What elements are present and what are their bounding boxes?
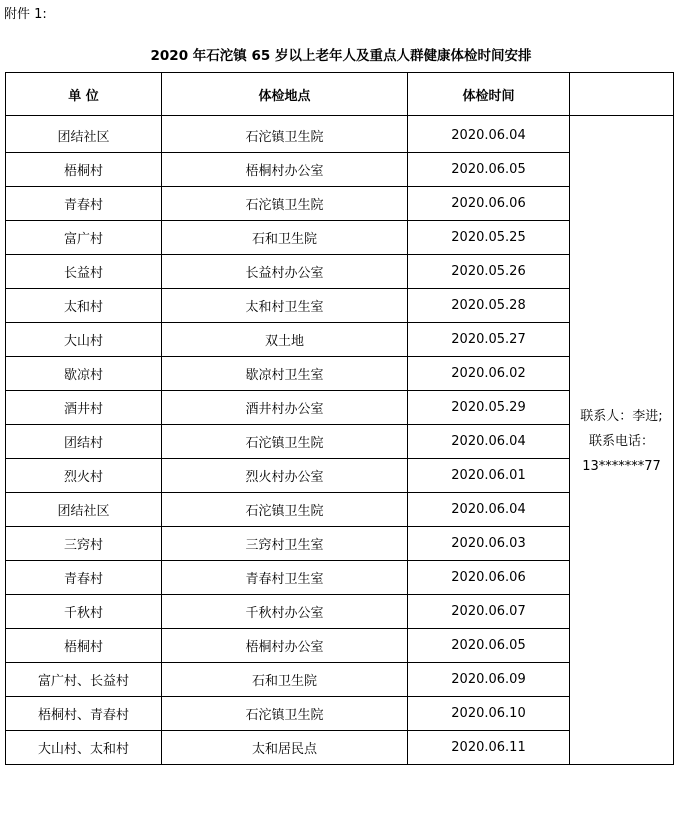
attachment-label: 附件 1: [4, 7, 47, 22]
cell-time: 2020.05.26 [408, 255, 570, 289]
contact-info [570, 116, 674, 765]
cell-unit: 梧桐村 [6, 629, 162, 663]
cell-unit: 梧桐村 [6, 153, 162, 187]
cell-location: 石沱镇卫生院 [162, 493, 408, 527]
cell-unit: 富广村、长益村 [6, 663, 162, 697]
cell-unit: 长益村 [6, 255, 162, 289]
cell-time: 2020.06.06 [408, 187, 570, 221]
cell-unit: 大山村、太和村 [6, 731, 162, 765]
cell-unit: 梧桐村、青春村 [6, 697, 162, 731]
header-blank [570, 73, 674, 116]
cell-unit: 青春村 [6, 561, 162, 595]
cell-unit: 富广村 [6, 221, 162, 255]
cell-time: 2020.06.07 [408, 595, 570, 629]
header-location: 体检地点 [162, 73, 408, 116]
cell-location: 梧桐村办公室 [162, 629, 408, 663]
cell-location: 三窍村卫生室 [162, 527, 408, 561]
table-header-row [6, 73, 674, 116]
cell-time: 2020.05.27 [408, 323, 570, 357]
cell-time: 2020.06.11 [408, 731, 570, 765]
cell-time: 2020.05.29 [408, 391, 570, 425]
cell-unit: 团结村 [6, 425, 162, 459]
header-time: 体检时间 [408, 73, 570, 116]
cell-time: 2020.06.04 [408, 493, 570, 527]
cell-time: 2020.05.25 [408, 221, 570, 255]
cell-location: 石沱镇卫生院 [162, 116, 408, 153]
cell-location: 双土地 [162, 323, 408, 357]
cell-unit: 团结社区 [6, 116, 162, 153]
cell-time: 2020.06.02 [408, 357, 570, 391]
cell-location: 太和村卫生室 [162, 289, 408, 323]
cell-location: 石和卫生院 [162, 221, 408, 255]
cell-time: 2020.06.05 [408, 629, 570, 663]
cell-location: 石沱镇卫生院 [162, 697, 408, 731]
header-unit: 单 位 [6, 73, 162, 116]
cell-unit: 太和村 [6, 289, 162, 323]
cell-time: 2020.06.04 [408, 425, 570, 459]
cell-unit: 三窍村 [6, 527, 162, 561]
contact-phone-label: 联系电话： [588, 434, 654, 449]
cell-location: 烈火村办公室 [162, 459, 408, 493]
cell-time: 2020.06.10 [408, 697, 570, 731]
cell-location: 青春村卫生室 [162, 561, 408, 595]
cell-unit: 大山村 [6, 323, 162, 357]
schedule-table [5, 72, 674, 765]
cell-location: 太和居民点 [162, 731, 408, 765]
cell-unit: 千秋村 [6, 595, 162, 629]
cell-time: 2020.06.01 [408, 459, 570, 493]
cell-time: 2020.05.28 [408, 289, 570, 323]
document-title: 2020 年石沱镇 65 岁以上老年人及重点人群健康体检时间安排 [150, 48, 532, 64]
cell-location: 千秋村办公室 [162, 595, 408, 629]
cell-location: 石沱镇卫生院 [162, 187, 408, 221]
cell-unit: 歇凉村 [6, 357, 162, 391]
cell-time: 2020.06.06 [408, 561, 570, 595]
cell-unit: 烈火村 [6, 459, 162, 493]
cell-location: 石和卫生院 [162, 663, 408, 697]
cell-unit: 酒井村 [6, 391, 162, 425]
cell-location: 石沱镇卫生院 [162, 425, 408, 459]
cell-location: 长益村办公室 [162, 255, 408, 289]
table-row [6, 116, 674, 153]
cell-time: 2020.06.09 [408, 663, 570, 697]
cell-unit: 团结社区 [6, 493, 162, 527]
cell-time: 2020.06.04 [408, 116, 570, 153]
contact-phone: 13*******77 [582, 459, 661, 474]
cell-unit: 青春村 [6, 187, 162, 221]
contact-person: 联系人：李进; [580, 409, 663, 424]
cell-time: 2020.06.05 [408, 153, 570, 187]
cell-time: 2020.06.03 [408, 527, 570, 561]
cell-location: 梧桐村办公室 [162, 153, 408, 187]
cell-location: 酒井村办公室 [162, 391, 408, 425]
cell-location: 歇凉村卫生室 [162, 357, 408, 391]
